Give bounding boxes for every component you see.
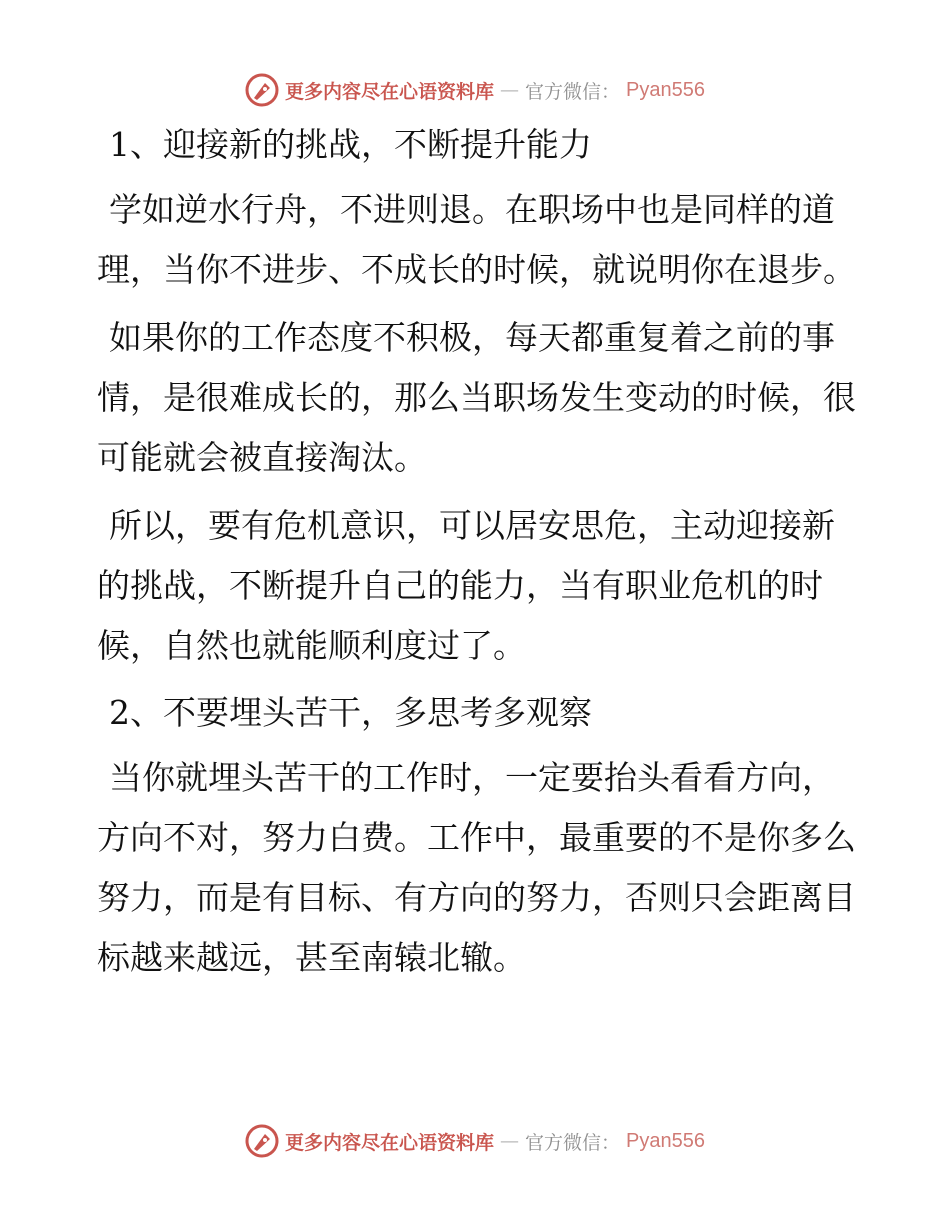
section-heading-1: 1、迎接新的挑战，不断提升能力 <box>109 125 592 164</box>
pen-nib-logo-icon <box>245 73 279 107</box>
watermark-separator: — <box>500 1130 520 1152</box>
paragraph-2-1: 当你就埋头苦干的工作时，一定要抬头看看方向，方向不对，努力白费。工作中，最重要的不是你多么努力，而是有目标、有方向的努力，否则只会距离目标越来越远，甚至南辕北辙。 <box>97 758 856 977</box>
pen-nib-logo-icon <box>245 1124 279 1158</box>
paragraph-1-2: 如果你的工作态度不积极，每天都重复着之前的事情，是很难成长的，那么当职场发生变动的时候，很可能就会被直接淘汰。 <box>97 318 856 477</box>
watermark-id: Pyan556 <box>626 1129 705 1152</box>
header-watermark <box>0 70 950 110</box>
footer-watermark <box>0 1121 950 1161</box>
watermark-text: 更多内容尽在心语资料库 <box>285 80 495 103</box>
paragraph-1-1: 学如逆水行舟，不进则退。在职场中也是同样的道理，当你不进步、不成长的时候，就说明你在退步。 <box>97 190 856 289</box>
document-body <box>97 116 857 996</box>
watermark-separator: — <box>500 79 520 101</box>
watermark-tail: 官方微信： <box>525 80 621 103</box>
watermark-text: 更多内容尽在心语资料库 <box>285 1131 495 1154</box>
paragraph-1-3: 所以，要有危机意识，可以居安思危，主动迎接新的挑战，不断提升自己的能力，当有职业危机的时候，自然也就能顺利度过了。 <box>97 506 835 665</box>
section-heading-2: 2、不要埋头苦干，多思考多观察 <box>109 693 592 732</box>
watermark-id: Pyan556 <box>626 78 705 101</box>
watermark-tail: 官方微信： <box>525 1131 621 1154</box>
